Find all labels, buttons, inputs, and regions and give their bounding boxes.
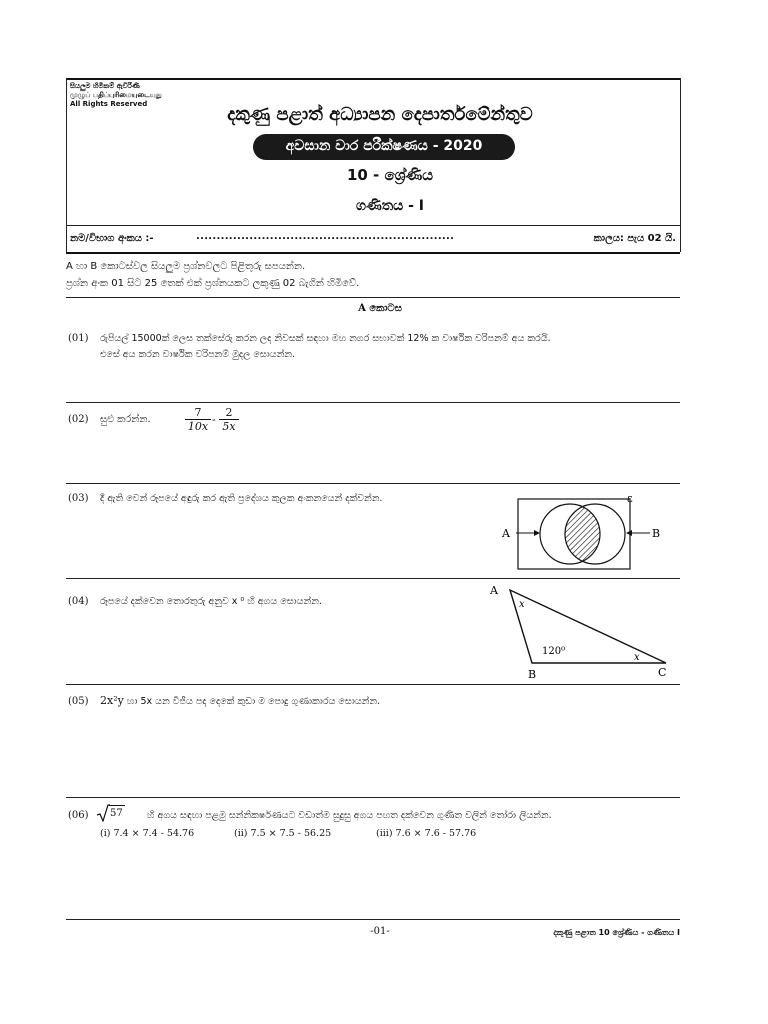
- q6-text: හි අගය සඳහා පළමු සන්නිකර්ෂණයට වඩාත්ම සුදුසු අගය පහත දක්වෙන ගුණිත වලින් තෝරා ලියන්න.: [147, 810, 552, 821]
- page-number: -01-: [370, 926, 390, 937]
- q6-radicand: 57: [110, 808, 123, 819]
- q2-text: සුළු කරන්න.: [100, 414, 151, 425]
- q2-fraction-1-denominator: 10x: [187, 420, 209, 433]
- q2-rule: [66, 483, 680, 484]
- q1-number: (01): [68, 333, 89, 344]
- instruction-line-1: A හා B කොටස්වල සියලුම ප්‍රශ්නවලට පිළිතුරු සපයන්න.: [66, 261, 306, 272]
- q5-expression: 2x²y: [100, 694, 124, 707]
- q6-number: (06): [68, 810, 89, 821]
- section-title: A කොටස: [358, 303, 402, 314]
- q4-vertex-c: C: [658, 666, 667, 679]
- exam-title: අවසාන වාර පරීක්ෂණය - 2020: [285, 138, 483, 154]
- q4-number: (04): [68, 596, 89, 607]
- q2-fraction-1-numerator: 7: [185, 406, 211, 420]
- q1-text-line-1: රුපියල් 15000ක් ලෙස තක්සේරු කරන ලද නිවසක් සඳහා මහ නගර සභාවක් 12% ක වාර්ෂික වරිපනම් අය කරයි.: [100, 333, 551, 344]
- q1-rule: [66, 402, 680, 403]
- q3-text: දී ඇති වෙන් රූපයේ අඳුරු කර ඇති ප්‍රදේශය කුලක අංකනයෙන් දක්වන්න.: [100, 493, 383, 504]
- q3-arrow-b-head: [626, 530, 632, 536]
- square-root-icon: [96, 804, 110, 822]
- q3-label-a: A: [502, 527, 510, 540]
- name-dots: ...............................................................: [196, 231, 455, 242]
- q2-number: (02): [68, 414, 89, 425]
- q4-vertex-b: B: [528, 668, 537, 681]
- rights-notice: [70, 82, 162, 109]
- name-label: නම/විභාග අංකය :-: [70, 233, 154, 244]
- q4-angle-b: 120⁰: [542, 646, 566, 657]
- q3-venn-diagram: [500, 490, 670, 576]
- instruction-line-2: ප්‍රශ්න අංක 01 සිට 25 තෙක් එක් ප්‍රශ්නයකට ලකුණු 02 බැගින් හිමිවේ.: [66, 278, 360, 289]
- time-allowed: කාලය: පැය 02 යි.: [593, 233, 676, 244]
- q4-vertex-a: A: [490, 584, 498, 597]
- q4-angle-a: x: [519, 599, 525, 610]
- q4-rule: [66, 684, 680, 685]
- rights-line-sinhala: සියලුම හිමිකම් ඇවිරිණි: [70, 82, 140, 90]
- q6-option-2: (ii) 7.5 × 7.5 - 56.25: [234, 828, 332, 839]
- q4-triangle-diagram: [484, 580, 680, 684]
- q2-fraction-2-numerator: 2: [219, 406, 239, 420]
- q2-fraction-1: [185, 406, 211, 433]
- q4-text: රූපයේ දක්වෙන තොරතුරු අනුව x ⁰ හි අගය සොයන්න.: [100, 596, 322, 607]
- instructions-rule: [66, 297, 680, 298]
- q3-label-universal: ε: [627, 492, 633, 505]
- q6-radicand-overline: [109, 805, 125, 806]
- q3-number: (03): [68, 493, 89, 504]
- footer-rule: [66, 919, 680, 920]
- q5-text: හා 5x යන වීජීය පද දෙකේ කුඩා ම පොදු ගුණාකාරය සොයන්න.: [123, 696, 381, 707]
- q3-arrow-a-head: [534, 530, 540, 536]
- q4-triangle: [510, 590, 666, 663]
- q2-fraction-2: [219, 406, 239, 433]
- rights-line-tamil: முழுப் பதிப்புரிமையுடையது: [70, 91, 162, 99]
- q3-rule: [66, 578, 680, 579]
- footer-label: දකුණු පළාත 10 ශ්‍රේණිය - ගණිතය I: [553, 928, 680, 937]
- q5-rule: [66, 797, 680, 798]
- q1-text-line-2: එසේ අය කරන වාර්ෂික වරිපනම් මුදල සොයන්න.: [100, 349, 296, 360]
- rights-line-english: All Rights Reserved: [70, 100, 148, 108]
- grade-label: 10 - ශ්‍රේණිය: [346, 166, 434, 184]
- q5-number: (05): [68, 696, 89, 707]
- q2-fraction-2-denominator: 5x: [222, 420, 236, 433]
- q5-text-row: [100, 694, 380, 707]
- department-title: දකුණු පළාත් අධ්‍යාපන දෙපාර්තමේන්තුව: [227, 104, 533, 125]
- q4-angle-c: x: [634, 652, 640, 663]
- q6-option-3: (iii) 7.6 × 7.6 - 57.76: [376, 828, 477, 839]
- q3-label-b: B: [652, 527, 661, 540]
- q6-option-1: (i) 7.4 × 7.4 - 54.76: [100, 828, 195, 839]
- q2-minus: -: [212, 413, 216, 426]
- subject-label: ගණිතය - I: [356, 198, 424, 214]
- header-right-border: [680, 78, 681, 252]
- header-bottom-rule: [66, 252, 680, 254]
- header-top-rule: [66, 78, 680, 80]
- header-name-rule: [66, 225, 680, 226]
